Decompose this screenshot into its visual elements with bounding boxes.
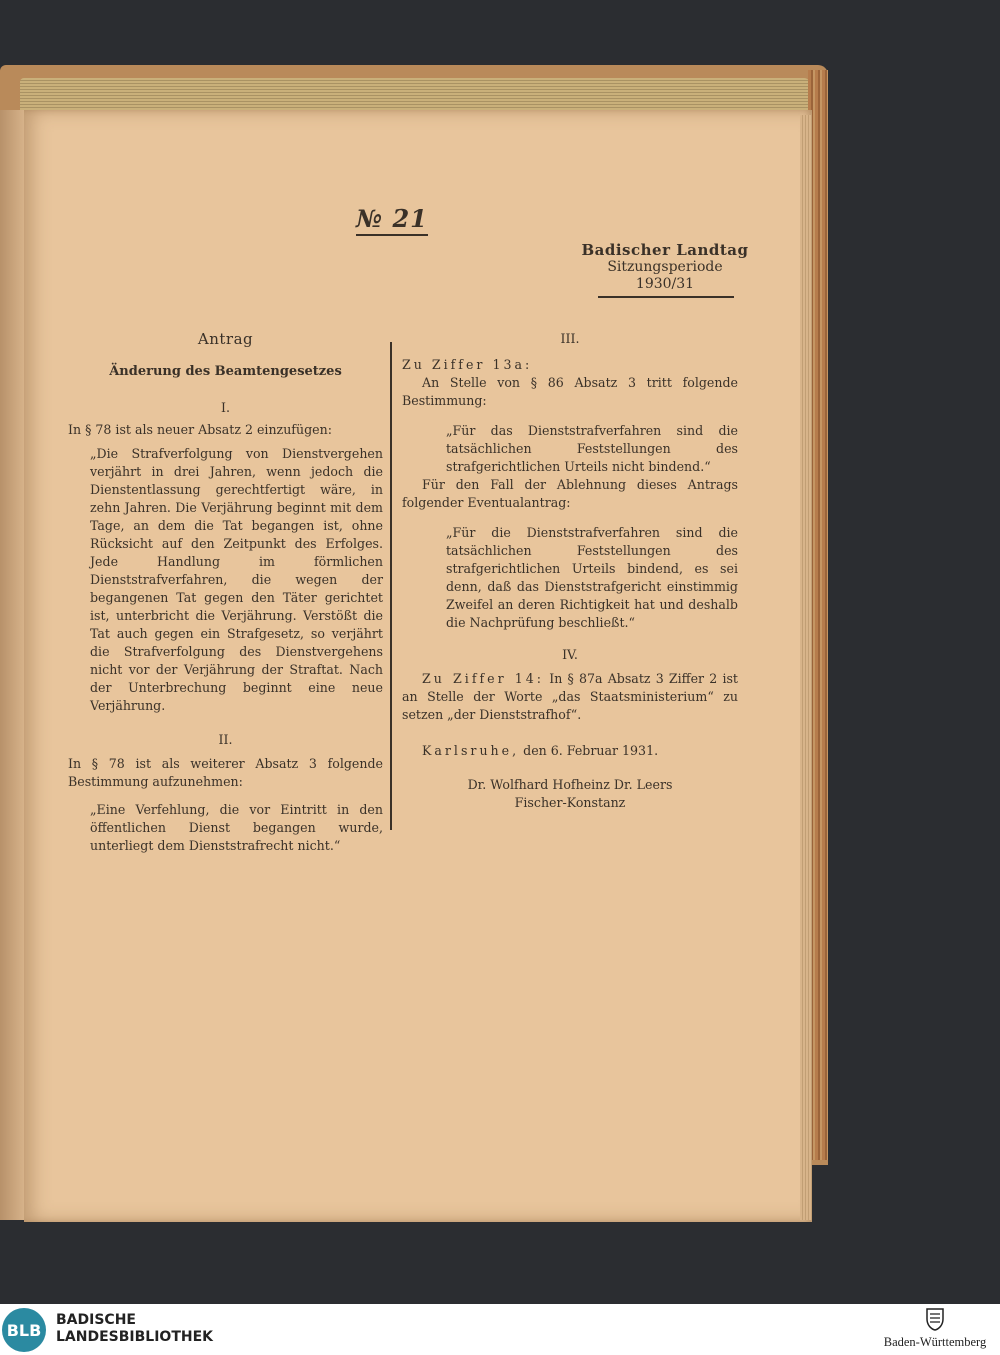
session-years: 1930/31 [635,276,695,292]
book-pages-top-edge [20,78,810,112]
place-date [402,742,738,760]
section-3-roman: III. [560,331,580,346]
section-4-text [402,670,738,724]
left-column [68,330,383,855]
section-2-intro: In § 78 ist als weiterer Absatz 3 folgende Bestimmung aufzunehmen: [68,756,383,789]
section-2-quote: „Eine Verfehlung, die vor Eintritt in den öffentlichen Dienst begangen wurde, unterliegt dem Dienststrafrecht nicht.“ [90,802,383,853]
left-page-sliver [0,110,26,1220]
document-number: № 21 [356,204,428,236]
section-4-label: Zu Ziffer 14: [422,671,545,686]
section-3-quote-1: „Für das Dienststrafverfahren sind die tatsächlichen Feststellungen des strafgerichtlichen Urteils nicht bindend.“ [446,423,738,474]
section-1-roman: I. [221,400,230,415]
date: den 6. Februar 1931. [523,743,659,758]
library-name [56,1312,213,1346]
motion-subtitle: Änderung des Beamtengesetzes [109,364,342,379]
session-label: Sitzungsperiode [607,259,723,275]
column-divider [390,342,392,830]
place: Karlsruhe, [422,743,520,758]
blb-logo: BLB [2,1308,46,1352]
landtag-header [570,242,760,293]
state-name: Baden-Württemberg [883,1335,987,1349]
landtag-underline [598,296,734,298]
section-3-label: Zu Ziffer 13a: [402,357,533,372]
library-name-line-2: LANDESBIBLIOTHEK [56,1329,214,1345]
section-4-roman: IV. [562,647,578,662]
section-2-roman: II. [218,732,233,747]
right-column [402,330,738,812]
section-3-intro: An Stelle von § 86 Absatz 3 tritt folgende Bestimmung: [402,375,738,408]
page-stack-edge [800,115,812,1220]
coat-of-arms-icon [922,1306,948,1332]
library-name-line-1: BADISCHE [56,1312,136,1328]
section-1-intro: In § 78 ist als neuer Absatz 2 einzufügen: [68,422,332,437]
section-3-quote-2: „Für die Dienststrafverfahren sind die tatsächlichen Feststellungen des strafgerichtlichen Urteils bindend, es sei denn, daß das Dienststrafgericht einstimmig Zweifel an deren Richtigkeit hat und deshalb die Nachprüfung beschließt.“ [446,525,738,630]
section-1-quote: „Die Strafverfolgung von Dienstvergehen verjährt in drei Jahren, wenn jedoch die Dienstentlassung gerechtfertigt wäre, in zehn Jahren. Die Verjährung beginnt mit dem Tage, an dem die Tat begangen ist, ohne Rücksicht auf den Zeitpunkt des Erfolges. Jede Handlung im förmlichen Dienststrafverfahren, die wegen der begangenen Tat gegen den Täter gerichtet ist, unterbricht die Verjährung. Verstößt die Tat auch gegen ein Strafgesetz, so verjährt die Strafverfolgung des Dienstvergehens nicht vor der Verjährung der Straftat. Nach der Unterbrechung beginnt eine neue Verjährung. [90,446,383,713]
landtag-title: Badischer Landtag [581,241,749,259]
signatures-line-2: Fischer-Konstanz [514,795,626,810]
section-4-body: In § 87a Absatz 3 Ziffer 2 ist an Stelle der Worte „das Staatsministerium“ zu setzen „der Dienststrafhof“. [402,671,738,722]
motion-title: Antrag [197,330,254,348]
section-3-middle: Für den Fall der Ablehnung dieses Antrags folgender Eventualantrag: [402,477,738,510]
signatures-line-1: Dr. Wolfhard Hofheinz Dr. Leers [467,777,673,792]
